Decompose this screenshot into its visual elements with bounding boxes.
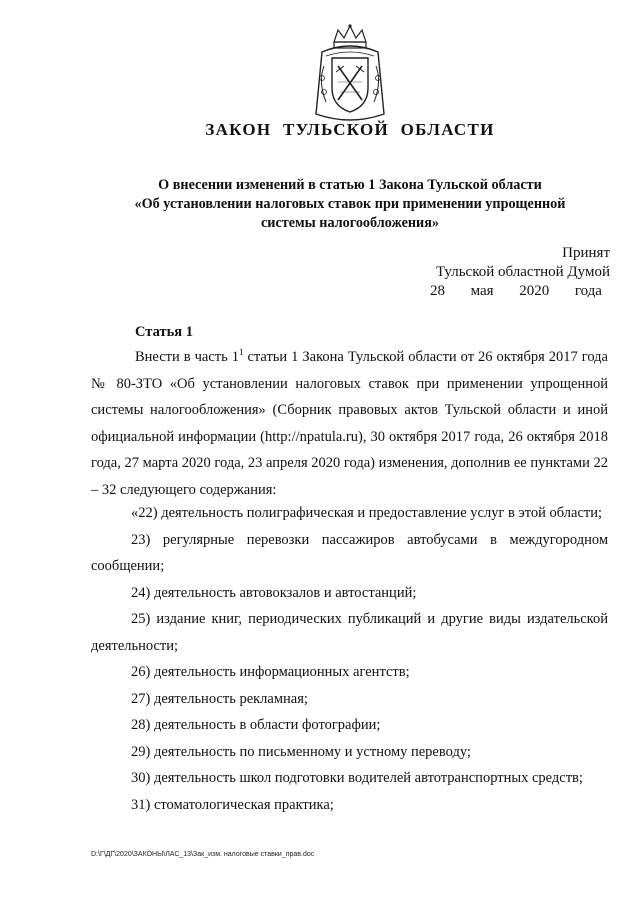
adoption-day: 28 <box>430 283 445 299</box>
adoption-year: 2020 <box>519 283 550 299</box>
intro-text-start: Внести в часть 1 <box>135 349 239 365</box>
adoption-block <box>436 244 610 282</box>
list-item: 26) деятельность информационных агентств; <box>131 664 410 680</box>
subtitle-line: системы налогообложения» <box>260 215 439 231</box>
list-item: 23) регулярные перевозки пассажиров автобусами в междугородном сообщении; <box>91 531 608 574</box>
adoption-line: Тульской областной Думой <box>435 264 610 280</box>
list-item: 29) деятельность по письменному и устному переводу; <box>131 743 471 760</box>
list-item: 31) стоматологическая практика; <box>131 796 334 813</box>
article-items-list <box>91 500 608 818</box>
subtitle-line: О внесении изменений в статью 1 Закона Тульской области <box>158 177 542 193</box>
article-heading: Статья 1 <box>135 324 193 340</box>
article-intro <box>91 344 608 503</box>
intro-text-rest: статьи 1 Закона Тульской области от 26 октября 2017 года № 80-ЗТО «Об установлении налоговых ставок при применении упрощенной системы налогообложения» (Сборник правовых актов Тульской области и иной официальной информации (http://npatula.ru), 30 октября 2017 года, 26 октября 2018 года, 27 марта 2020 года, 23 апреля 2020 года) изменения, дополнив ее пунктами 22 – 32 следующего содержания: <box>91 349 608 498</box>
adoption-line: Принят <box>562 245 610 261</box>
adoption-date <box>430 282 602 301</box>
list-item: «22) деятельность полиграфическая и предоставление услуг в этой области; <box>131 505 603 521</box>
list-item: 25) издание книг, периодических публикаций и другие виды издательской деятельности; <box>91 611 608 654</box>
subtitle-line: «Об установлении налоговых ставок при применении упрощенной <box>134 196 566 212</box>
list-item: 28) деятельность в области фотографии; <box>131 717 381 733</box>
intro-superscript: 1 <box>238 347 244 358</box>
law-subtitle <box>100 176 600 233</box>
adoption-month: мая <box>470 283 494 299</box>
adoption-year-word: года <box>574 283 602 299</box>
intro-paragraph <box>91 344 608 503</box>
list-item: 30) деятельность школ подготовки водителей автотранспортных средств; <box>131 770 583 786</box>
file-path-footer: D:\Г\ДГ\2020\ЗАКОНЫ\ЛАС_13\Зак_изм. налоговые ставки_прав.doc <box>91 851 315 858</box>
list-item: 24) деятельность автовокзалов и автостанций; <box>131 584 417 601</box>
list-item: 27) деятельность рекламная; <box>131 690 308 707</box>
law-title: ЗАКОН ТУЛЬСКОЙ ОБЛАСТИ <box>205 120 495 139</box>
coat-of-arms-icon <box>308 22 392 126</box>
